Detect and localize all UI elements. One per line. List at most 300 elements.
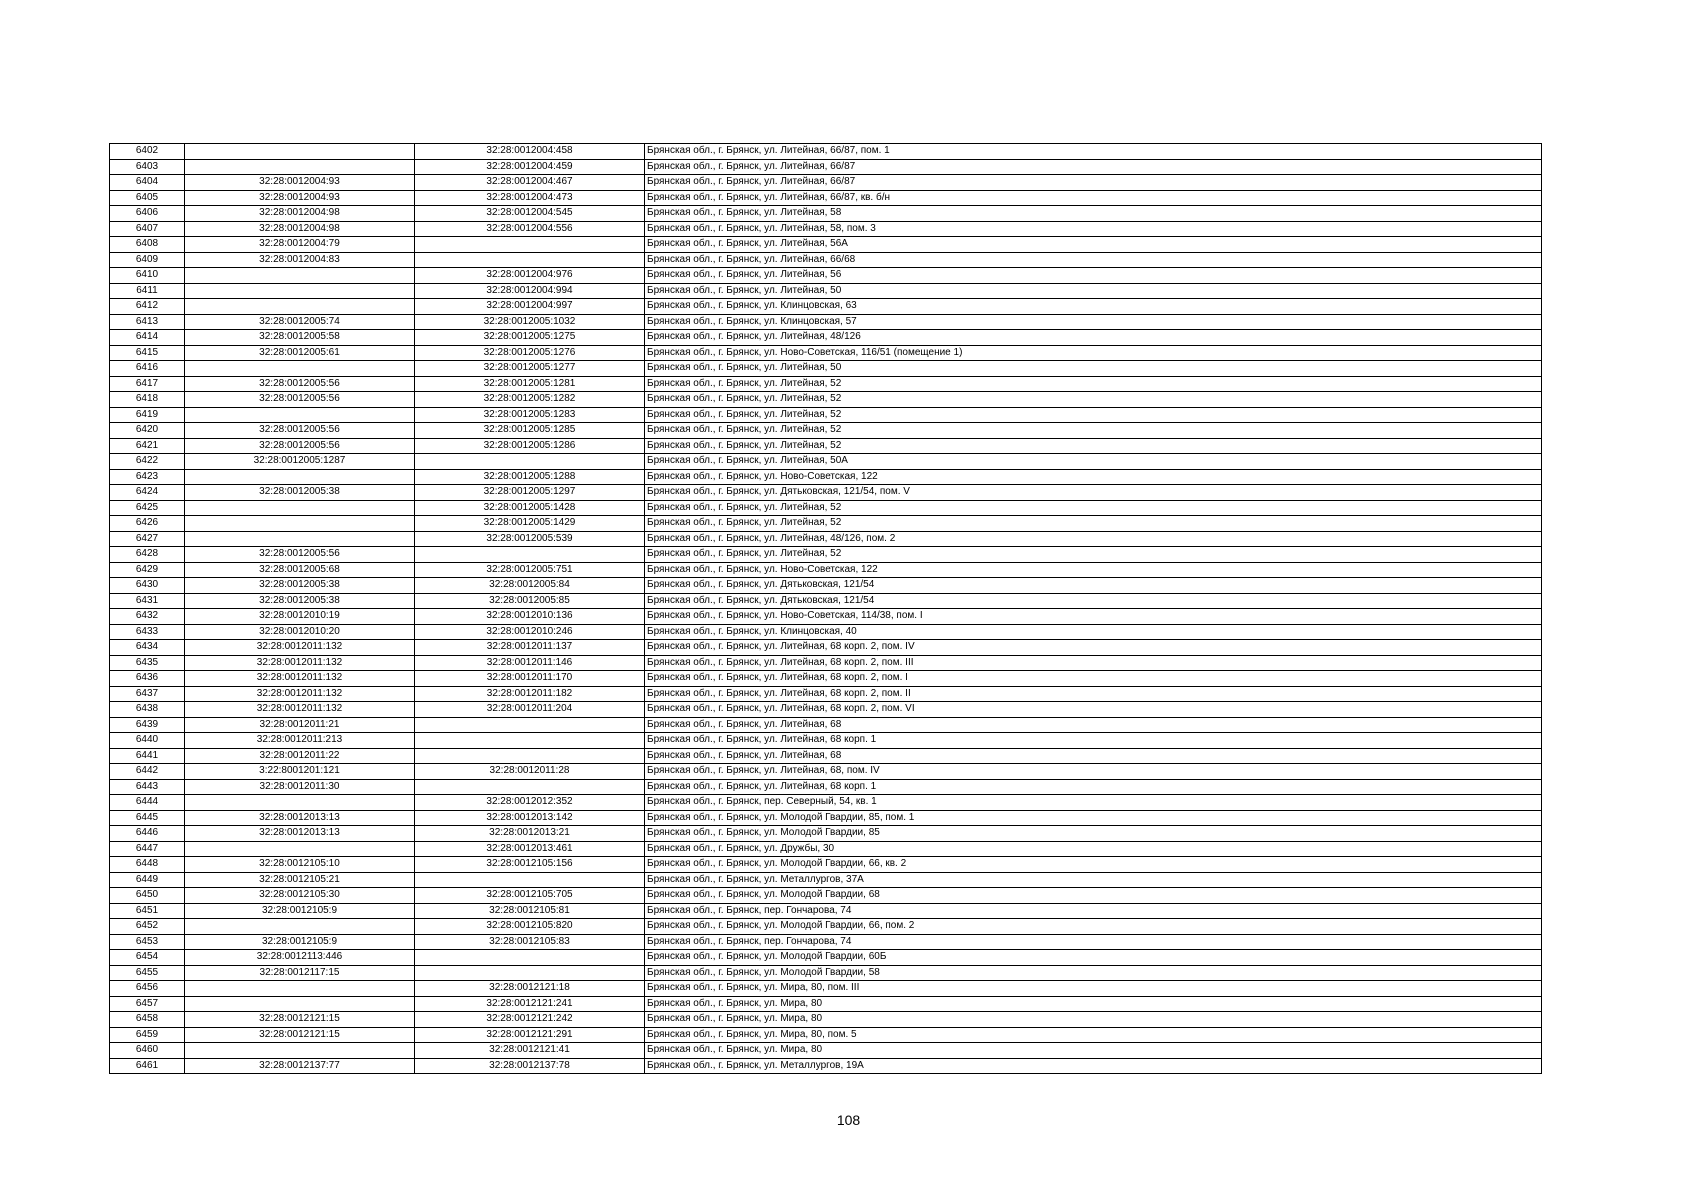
address-cell: Брянская обл., г. Брянск, ул. Молодой Гвардии, 58 bbox=[645, 965, 1542, 981]
row-number-cell: 6436 bbox=[110, 671, 185, 687]
cadastral-number-2-cell: 32:28:0012005:1276 bbox=[415, 345, 645, 361]
row-number-cell: 6455 bbox=[110, 965, 185, 981]
table-row bbox=[110, 903, 1542, 919]
cadastral-number-2-cell: 32:28:0012105:156 bbox=[415, 857, 645, 873]
table-row bbox=[110, 314, 1542, 330]
cadastral-number-2-cell bbox=[415, 237, 645, 253]
table-row bbox=[110, 159, 1542, 175]
table-row bbox=[110, 407, 1542, 423]
cadastral-number-2-cell: 32:28:0012137:78 bbox=[415, 1058, 645, 1074]
table-row bbox=[110, 795, 1542, 811]
address-cell: Брянская обл., г. Брянск, ул. Литейная, 56 bbox=[645, 268, 1542, 284]
table-row bbox=[110, 438, 1542, 454]
cadastral-number-1-cell: 32:28:0012005:1287 bbox=[185, 454, 415, 470]
address-cell: Брянская обл., г. Брянск, ул. Литейная, 68 корп. 2, пом. I bbox=[645, 671, 1542, 687]
table-row bbox=[110, 454, 1542, 470]
address-cell: Брянская обл., г. Брянск, ул. Литейная, 52 bbox=[645, 376, 1542, 392]
address-cell: Брянская обл., г. Брянск, ул. Литейная, 68 корп. 2, пом. III bbox=[645, 655, 1542, 671]
address-cell: Брянская обл., г. Брянск, ул. Литейная, 52 bbox=[645, 500, 1542, 516]
table-row bbox=[110, 640, 1542, 656]
cadastral-number-2-cell: 32:28:0012105:705 bbox=[415, 888, 645, 904]
cadastral-number-1-cell: 32:28:0012013:13 bbox=[185, 810, 415, 826]
row-number-cell: 6443 bbox=[110, 779, 185, 795]
row-number-cell: 6427 bbox=[110, 531, 185, 547]
cadastral-number-2-cell: 32:28:0012010:136 bbox=[415, 609, 645, 625]
cadastral-number-2-cell: 32:28:0012005:1428 bbox=[415, 500, 645, 516]
table-row bbox=[110, 221, 1542, 237]
table-row bbox=[110, 237, 1542, 253]
address-cell: Брянская обл., г. Брянск, ул. Литейная, 68, пом. IV bbox=[645, 764, 1542, 780]
address-cell: Брянская обл., г. Брянск, пер. Гончарова, 74 bbox=[645, 903, 1542, 919]
table-row bbox=[110, 810, 1542, 826]
cadastral-number-2-cell: 32:28:0012005:1286 bbox=[415, 438, 645, 454]
table-row bbox=[110, 562, 1542, 578]
table-row bbox=[110, 1043, 1542, 1059]
address-cell: Брянская обл., г. Брянск, ул. Литейная, 50 bbox=[645, 283, 1542, 299]
cadastral-number-2-cell: 32:28:0012011:28 bbox=[415, 764, 645, 780]
cadastral-number-1-cell bbox=[185, 283, 415, 299]
cadastral-number-2-cell: 32:28:0012121:18 bbox=[415, 981, 645, 997]
cadastral-number-2-cell: 32:28:0012105:820 bbox=[415, 919, 645, 935]
row-number-cell: 6456 bbox=[110, 981, 185, 997]
address-cell: Брянская обл., г. Брянск, ул. Ново-Советская, 122 bbox=[645, 562, 1542, 578]
row-number-cell: 6450 bbox=[110, 888, 185, 904]
address-cell: Брянская обл., г. Брянск, ул. Литейная, 52 bbox=[645, 547, 1542, 563]
cadastral-number-1-cell bbox=[185, 919, 415, 935]
address-cell: Брянская обл., г. Брянск, ул. Литейная, 58 bbox=[645, 206, 1542, 222]
cadastral-number-1-cell: 32:28:0012005:56 bbox=[185, 392, 415, 408]
table-row bbox=[110, 516, 1542, 532]
cadastral-number-2-cell: 32:28:0012005:1281 bbox=[415, 376, 645, 392]
cadastral-number-1-cell: 32:28:0012121:15 bbox=[185, 1012, 415, 1028]
cadastral-number-1-cell: 32:28:0012005:56 bbox=[185, 423, 415, 439]
address-cell: Брянская обл., г. Брянск, ул. Литейная, 68 корп. 2, пом. VI bbox=[645, 702, 1542, 718]
address-cell: Брянская обл., г. Брянск, ул. Литейная, 52 bbox=[645, 407, 1542, 423]
row-number-cell: 6454 bbox=[110, 950, 185, 966]
address-cell: Брянская обл., г. Брянск, ул. Литейная, 66/87, пом. 1 bbox=[645, 144, 1542, 160]
cadastral-number-1-cell: 32:28:0012010:20 bbox=[185, 624, 415, 640]
cadastral-number-2-cell: 32:28:0012005:84 bbox=[415, 578, 645, 594]
cadastral-number-1-cell: 32:28:0012105:10 bbox=[185, 857, 415, 873]
row-number-cell: 6451 bbox=[110, 903, 185, 919]
row-number-cell: 6446 bbox=[110, 826, 185, 842]
cadastral-number-2-cell: 32:28:0012005:1277 bbox=[415, 361, 645, 377]
cadastral-number-1-cell bbox=[185, 981, 415, 997]
row-number-cell: 6425 bbox=[110, 500, 185, 516]
address-cell: Брянская обл., г. Брянск, ул. Мира, 80 bbox=[645, 996, 1542, 1012]
registry-table-body bbox=[110, 144, 1542, 1074]
table-row bbox=[110, 779, 1542, 795]
table-row bbox=[110, 1058, 1542, 1074]
cadastral-number-1-cell: 32:28:0012005:38 bbox=[185, 593, 415, 609]
address-cell: Брянская обл., г. Брянск, ул. Клинцовская, 40 bbox=[645, 624, 1542, 640]
row-number-cell: 6420 bbox=[110, 423, 185, 439]
table-row bbox=[110, 965, 1542, 981]
cadastral-number-1-cell: 32:28:0012011:213 bbox=[185, 733, 415, 749]
row-number-cell: 6404 bbox=[110, 175, 185, 191]
address-cell: Брянская обл., г. Брянск, ул. Литейная, 66/87 bbox=[645, 159, 1542, 175]
cadastral-number-2-cell: 32:28:0012004:545 bbox=[415, 206, 645, 222]
cadastral-number-2-cell bbox=[415, 252, 645, 268]
cadastral-number-2-cell: 32:28:0012011:146 bbox=[415, 655, 645, 671]
row-number-cell: 6440 bbox=[110, 733, 185, 749]
cadastral-number-1-cell: 32:28:0012105:9 bbox=[185, 934, 415, 950]
address-cell: Брянская обл., г. Брянск, ул. Молодой Гвардии, 85 bbox=[645, 826, 1542, 842]
cadastral-number-2-cell bbox=[415, 965, 645, 981]
table-row bbox=[110, 857, 1542, 873]
cadastral-number-2-cell: 32:28:0012105:83 bbox=[415, 934, 645, 950]
address-cell: Брянская обл., г. Брянск, ул. Литейная, 52 bbox=[645, 438, 1542, 454]
table-row bbox=[110, 686, 1542, 702]
row-number-cell: 6410 bbox=[110, 268, 185, 284]
cadastral-number-2-cell: 32:28:0012005:1275 bbox=[415, 330, 645, 346]
cadastral-number-1-cell bbox=[185, 795, 415, 811]
address-cell: Брянская обл., г. Брянск, пер. Гончарова, 74 bbox=[645, 934, 1542, 950]
page-number: 108 bbox=[836, 1112, 861, 1128]
cadastral-number-2-cell bbox=[415, 779, 645, 795]
address-cell: Брянская обл., г. Брянск, ул. Мира, 80, пом. 5 bbox=[645, 1027, 1542, 1043]
cadastral-number-2-cell: 32:28:0012013:461 bbox=[415, 841, 645, 857]
cadastral-number-1-cell: 32:28:0012113:446 bbox=[185, 950, 415, 966]
row-number-cell: 6409 bbox=[110, 252, 185, 268]
cadastral-number-2-cell: 32:28:0012005:1283 bbox=[415, 407, 645, 423]
table-row bbox=[110, 702, 1542, 718]
cadastral-number-2-cell bbox=[415, 733, 645, 749]
row-number-cell: 6433 bbox=[110, 624, 185, 640]
cadastral-number-1-cell: 32:28:0012011:21 bbox=[185, 717, 415, 733]
cadastral-number-1-cell: 32:28:0012013:13 bbox=[185, 826, 415, 842]
cadastral-number-2-cell: 32:28:0012004:994 bbox=[415, 283, 645, 299]
cadastral-number-1-cell: 32:28:0012011:132 bbox=[185, 686, 415, 702]
row-number-cell: 6413 bbox=[110, 314, 185, 330]
cadastral-number-2-cell: 32:28:0012005:1032 bbox=[415, 314, 645, 330]
row-number-cell: 6445 bbox=[110, 810, 185, 826]
row-number-cell: 6419 bbox=[110, 407, 185, 423]
table-row bbox=[110, 919, 1542, 935]
table-row bbox=[110, 423, 1542, 439]
address-cell: Брянская обл., г. Брянск, ул. Литейная, 68 корп. 1 bbox=[645, 779, 1542, 795]
table-row bbox=[110, 934, 1542, 950]
address-cell: Брянская обл., г. Брянск, ул. Молодой Гвардии, 68 bbox=[645, 888, 1542, 904]
cadastral-number-1-cell bbox=[185, 407, 415, 423]
address-cell: Брянская обл., г. Брянск, ул. Молодой Гвардии, 66, пом. 2 bbox=[645, 919, 1542, 935]
cadastral-number-1-cell: 32:28:0012005:56 bbox=[185, 376, 415, 392]
cadastral-number-2-cell: 32:28:0012013:21 bbox=[415, 826, 645, 842]
address-cell: Брянская обл., г. Брянск, ул. Дятьковская, 121/54, пом. V bbox=[645, 485, 1542, 501]
address-cell: Брянская обл., г. Брянск, ул. Дятьковская, 121/54 bbox=[645, 593, 1542, 609]
table-row bbox=[110, 299, 1542, 315]
cadastral-number-1-cell bbox=[185, 144, 415, 160]
row-number-cell: 6402 bbox=[110, 144, 185, 160]
table-row bbox=[110, 392, 1542, 408]
cadastral-number-2-cell: 32:28:0012011:170 bbox=[415, 671, 645, 687]
cadastral-number-1-cell: 32:28:0012121:15 bbox=[185, 1027, 415, 1043]
address-cell: Брянская обл., г. Брянск, ул. Ново-Советская, 116/51 (помещение 1) bbox=[645, 345, 1542, 361]
cadastral-number-2-cell: 32:28:0012005:1288 bbox=[415, 469, 645, 485]
address-cell: Брянская обл., г. Брянск, ул. Молодой Гвардии, 66, кв. 2 bbox=[645, 857, 1542, 873]
table-row bbox=[110, 469, 1542, 485]
table-row bbox=[110, 950, 1542, 966]
cadastral-number-1-cell bbox=[185, 1043, 415, 1059]
cadastral-number-2-cell: 32:28:0012010:246 bbox=[415, 624, 645, 640]
cadastral-number-1-cell bbox=[185, 841, 415, 857]
cadastral-number-1-cell: 32:28:0012105:9 bbox=[185, 903, 415, 919]
row-number-cell: 6453 bbox=[110, 934, 185, 950]
cadastral-number-1-cell: 32:28:0012005:74 bbox=[185, 314, 415, 330]
table-row bbox=[110, 283, 1542, 299]
address-cell: Брянская обл., г. Брянск, ул. Литейная, 48/126, пом. 2 bbox=[645, 531, 1542, 547]
row-number-cell: 6423 bbox=[110, 469, 185, 485]
address-cell: Брянская обл., г. Брянск, ул. Клинцовская, 57 bbox=[645, 314, 1542, 330]
row-number-cell: 6424 bbox=[110, 485, 185, 501]
table-row bbox=[110, 252, 1542, 268]
cadastral-number-2-cell: 32:28:0012004:997 bbox=[415, 299, 645, 315]
cadastral-number-2-cell: 32:28:0012004:458 bbox=[415, 144, 645, 160]
row-number-cell: 6408 bbox=[110, 237, 185, 253]
table-row bbox=[110, 547, 1542, 563]
row-number-cell: 6415 bbox=[110, 345, 185, 361]
cadastral-number-2-cell: 32:28:0012005:539 bbox=[415, 531, 645, 547]
table-row bbox=[110, 531, 1542, 547]
table-row bbox=[110, 609, 1542, 625]
table-row bbox=[110, 624, 1542, 640]
table-row bbox=[110, 717, 1542, 733]
cadastral-number-1-cell: 32:28:0012105:21 bbox=[185, 872, 415, 888]
table-row bbox=[110, 655, 1542, 671]
cadastral-number-2-cell bbox=[415, 950, 645, 966]
table-row bbox=[110, 361, 1542, 377]
cadastral-number-2-cell bbox=[415, 547, 645, 563]
row-number-cell: 6458 bbox=[110, 1012, 185, 1028]
row-number-cell: 6416 bbox=[110, 361, 185, 377]
cadastral-number-2-cell: 32:28:0012121:242 bbox=[415, 1012, 645, 1028]
cadastral-number-2-cell: 32:28:0012004:467 bbox=[415, 175, 645, 191]
cadastral-number-2-cell: 32:28:0012011:137 bbox=[415, 640, 645, 656]
cadastral-number-1-cell: 32:28:0012004:98 bbox=[185, 206, 415, 222]
cadastral-number-2-cell bbox=[415, 717, 645, 733]
cadastral-number-1-cell: 32:28:0012011:30 bbox=[185, 779, 415, 795]
row-number-cell: 6405 bbox=[110, 190, 185, 206]
row-number-cell: 6407 bbox=[110, 221, 185, 237]
table-row bbox=[110, 330, 1542, 346]
cadastral-number-2-cell: 32:28:0012004:556 bbox=[415, 221, 645, 237]
row-number-cell: 6461 bbox=[110, 1058, 185, 1074]
row-number-cell: 6435 bbox=[110, 655, 185, 671]
address-cell: Брянская обл., г. Брянск, ул. Мира, 80, пом. III bbox=[645, 981, 1542, 997]
address-cell: Брянская обл., г. Брянск, ул. Литейная, 50 bbox=[645, 361, 1542, 377]
table-row bbox=[110, 485, 1542, 501]
row-number-cell: 6447 bbox=[110, 841, 185, 857]
address-cell: Брянская обл., г. Брянск, ул. Мира, 80 bbox=[645, 1012, 1542, 1028]
table-row bbox=[110, 764, 1542, 780]
cadastral-number-2-cell: 32:28:0012004:459 bbox=[415, 159, 645, 175]
address-cell: Брянская обл., г. Брянск, ул. Литейная, 68 корп. 2, пом. II bbox=[645, 686, 1542, 702]
cadastral-number-2-cell: 32:28:0012011:182 bbox=[415, 686, 645, 702]
address-cell: Брянская обл., г. Брянск, ул. Литейная, 52 bbox=[645, 516, 1542, 532]
cadastral-number-1-cell: 32:28:0012004:79 bbox=[185, 237, 415, 253]
cadastral-number-2-cell: 32:28:0012011:204 bbox=[415, 702, 645, 718]
cadastral-number-1-cell bbox=[185, 531, 415, 547]
address-cell: Брянская обл., г. Брянск, ул. Литейная, 66/68 bbox=[645, 252, 1542, 268]
address-cell: Брянская обл., г. Брянск, ул. Литейная, 66/87, кв. б/н bbox=[645, 190, 1542, 206]
address-cell: Брянская обл., г. Брянск, ул. Молодой Гвардии, 60Б bbox=[645, 950, 1542, 966]
row-number-cell: 6444 bbox=[110, 795, 185, 811]
cadastral-number-2-cell: 32:28:0012005:751 bbox=[415, 562, 645, 578]
address-cell: Брянская обл., г. Брянск, ул. Клинцовская, 63 bbox=[645, 299, 1542, 315]
row-number-cell: 6432 bbox=[110, 609, 185, 625]
address-cell: Брянская обл., г. Брянск, ул. Ново-Советская, 122 bbox=[645, 469, 1542, 485]
row-number-cell: 6412 bbox=[110, 299, 185, 315]
cadastral-number-1-cell bbox=[185, 159, 415, 175]
table-row bbox=[110, 981, 1542, 997]
table-row bbox=[110, 841, 1542, 857]
cadastral-number-1-cell: 32:28:0012005:58 bbox=[185, 330, 415, 346]
table-row bbox=[110, 872, 1542, 888]
table-row bbox=[110, 996, 1542, 1012]
cadastral-number-1-cell: 32:28:0012011:22 bbox=[185, 748, 415, 764]
cadastral-number-2-cell bbox=[415, 748, 645, 764]
cadastral-number-2-cell: 32:28:0012121:41 bbox=[415, 1043, 645, 1059]
cadastral-number-2-cell: 32:28:0012013:142 bbox=[415, 810, 645, 826]
row-number-cell: 6429 bbox=[110, 562, 185, 578]
table-row bbox=[110, 345, 1542, 361]
row-number-cell: 6418 bbox=[110, 392, 185, 408]
row-number-cell: 6449 bbox=[110, 872, 185, 888]
table-row bbox=[110, 733, 1542, 749]
cadastral-number-2-cell: 32:28:0012121:241 bbox=[415, 996, 645, 1012]
cadastral-number-1-cell: 32:28:0012010:19 bbox=[185, 609, 415, 625]
address-cell: Брянская обл., г. Брянск, ул. Литейная, 52 bbox=[645, 392, 1542, 408]
cadastral-number-1-cell: 32:28:0012011:132 bbox=[185, 671, 415, 687]
cadastral-number-1-cell: 32:28:0012004:83 bbox=[185, 252, 415, 268]
table-row bbox=[110, 500, 1542, 516]
table-row bbox=[110, 190, 1542, 206]
cadastral-number-2-cell: 32:28:0012012:352 bbox=[415, 795, 645, 811]
cadastral-number-2-cell bbox=[415, 454, 645, 470]
table-row bbox=[110, 593, 1542, 609]
row-number-cell: 6406 bbox=[110, 206, 185, 222]
table-row bbox=[110, 748, 1542, 764]
cadastral-number-1-cell: 32:28:0012004:98 bbox=[185, 221, 415, 237]
row-number-cell: 6452 bbox=[110, 919, 185, 935]
cadastral-number-1-cell bbox=[185, 299, 415, 315]
table-row bbox=[110, 144, 1542, 160]
cadastral-number-2-cell: 32:28:0012105:81 bbox=[415, 903, 645, 919]
cadastral-number-1-cell: 32:28:0012011:132 bbox=[185, 640, 415, 656]
table-row bbox=[110, 671, 1542, 687]
address-cell: Брянская обл., г. Брянск, ул. Литейная, 68 bbox=[645, 748, 1542, 764]
cadastral-number-2-cell: 32:28:0012004:473 bbox=[415, 190, 645, 206]
cadastral-number-2-cell: 32:28:0012005:1282 bbox=[415, 392, 645, 408]
address-cell: Брянская обл., г. Брянск, пер. Северный, 54, кв. 1 bbox=[645, 795, 1542, 811]
address-cell: Брянская обл., г. Брянск, ул. Литейная, 52 bbox=[645, 423, 1542, 439]
cadastral-number-1-cell: 32:28:0012105:30 bbox=[185, 888, 415, 904]
address-cell: Брянская обл., г. Брянск, ул. Литейная, 66/87 bbox=[645, 175, 1542, 191]
row-number-cell: 6417 bbox=[110, 376, 185, 392]
cadastral-number-2-cell: 32:28:0012005:1285 bbox=[415, 423, 645, 439]
cadastral-number-1-cell: 32:28:0012005:38 bbox=[185, 485, 415, 501]
cadastral-number-2-cell: 32:28:0012005:1429 bbox=[415, 516, 645, 532]
cadastral-number-2-cell: 32:28:0012005:85 bbox=[415, 593, 645, 609]
cadastral-number-1-cell: 32:28:0012004:93 bbox=[185, 190, 415, 206]
row-number-cell: 6438 bbox=[110, 702, 185, 718]
cadastral-number-2-cell: 32:28:0012121:291 bbox=[415, 1027, 645, 1043]
registry-table bbox=[109, 143, 1542, 1074]
row-number-cell: 6422 bbox=[110, 454, 185, 470]
table-row bbox=[110, 1027, 1542, 1043]
table-row bbox=[110, 206, 1542, 222]
address-cell: Брянская обл., г. Брянск, ул. Металлургов, 37А bbox=[645, 872, 1542, 888]
address-cell: Брянская обл., г. Брянск, ул. Литейная, 48/126 bbox=[645, 330, 1542, 346]
cadastral-number-2-cell bbox=[415, 872, 645, 888]
address-cell: Брянская обл., г. Брянск, ул. Дятьковская, 121/54 bbox=[645, 578, 1542, 594]
row-number-cell: 6441 bbox=[110, 748, 185, 764]
cadastral-number-1-cell: 32:28:0012005:61 bbox=[185, 345, 415, 361]
address-cell: Брянская обл., г. Брянск, ул. Литейная, 50А bbox=[645, 454, 1542, 470]
cadastral-number-2-cell: 32:28:0012005:1297 bbox=[415, 485, 645, 501]
address-cell: Брянская обл., г. Брянск, ул. Металлургов, 19А bbox=[645, 1058, 1542, 1074]
row-number-cell: 6442 bbox=[110, 764, 185, 780]
row-number-cell: 6459 bbox=[110, 1027, 185, 1043]
table-row bbox=[110, 268, 1542, 284]
address-cell: Брянская обл., г. Брянск, ул. Литейная, 68 корп. 1 bbox=[645, 733, 1542, 749]
cadastral-number-1-cell: 3:22:8001201:121 bbox=[185, 764, 415, 780]
address-cell: Брянская обл., г. Брянск, ул. Мира, 80 bbox=[645, 1043, 1542, 1059]
table-row bbox=[110, 1012, 1542, 1028]
row-number-cell: 6421 bbox=[110, 438, 185, 454]
row-number-cell: 6411 bbox=[110, 283, 185, 299]
address-cell: Брянская обл., г. Брянск, ул. Молодой Гвардии, 85, пом. 1 bbox=[645, 810, 1542, 826]
row-number-cell: 6448 bbox=[110, 857, 185, 873]
row-number-cell: 6426 bbox=[110, 516, 185, 532]
cadastral-number-1-cell: 32:28:0012005:56 bbox=[185, 547, 415, 563]
cadastral-number-1-cell: 32:28:0012004:93 bbox=[185, 175, 415, 191]
cadastral-number-2-cell: 32:28:0012004:976 bbox=[415, 268, 645, 284]
cadastral-number-1-cell: 32:28:0012005:68 bbox=[185, 562, 415, 578]
address-cell: Брянская обл., г. Брянск, ул. Литейная, 58, пом. 3 bbox=[645, 221, 1542, 237]
row-number-cell: 6414 bbox=[110, 330, 185, 346]
table-row bbox=[110, 175, 1542, 191]
row-number-cell: 6460 bbox=[110, 1043, 185, 1059]
cadastral-number-1-cell bbox=[185, 996, 415, 1012]
cadastral-number-1-cell: 32:28:0012011:132 bbox=[185, 702, 415, 718]
cadastral-number-1-cell: 32:28:0012117:15 bbox=[185, 965, 415, 981]
address-cell: Брянская обл., г. Брянск, ул. Литейная, 68 bbox=[645, 717, 1542, 733]
table-row bbox=[110, 578, 1542, 594]
cadastral-number-1-cell bbox=[185, 361, 415, 377]
address-cell: Брянская обл., г. Брянск, ул. Ново-Советская, 114/38, пом. I bbox=[645, 609, 1542, 625]
table-row bbox=[110, 376, 1542, 392]
cadastral-number-1-cell: 32:28:0012005:56 bbox=[185, 438, 415, 454]
row-number-cell: 6430 bbox=[110, 578, 185, 594]
table-row bbox=[110, 888, 1542, 904]
cadastral-number-1-cell bbox=[185, 469, 415, 485]
row-number-cell: 6457 bbox=[110, 996, 185, 1012]
row-number-cell: 6434 bbox=[110, 640, 185, 656]
cadastral-number-1-cell: 32:28:0012011:132 bbox=[185, 655, 415, 671]
cadastral-number-1-cell: 32:28:0012005:38 bbox=[185, 578, 415, 594]
cadastral-number-1-cell bbox=[185, 268, 415, 284]
row-number-cell: 6428 bbox=[110, 547, 185, 563]
cadastral-number-1-cell: 32:28:0012137:77 bbox=[185, 1058, 415, 1074]
address-cell: Брянская обл., г. Брянск, ул. Дружбы, 30 bbox=[645, 841, 1542, 857]
cadastral-number-1-cell bbox=[185, 500, 415, 516]
row-number-cell: 6403 bbox=[110, 159, 185, 175]
row-number-cell: 6439 bbox=[110, 717, 185, 733]
table-row bbox=[110, 826, 1542, 842]
address-cell: Брянская обл., г. Брянск, ул. Литейная, 56А bbox=[645, 237, 1542, 253]
cadastral-number-1-cell bbox=[185, 516, 415, 532]
